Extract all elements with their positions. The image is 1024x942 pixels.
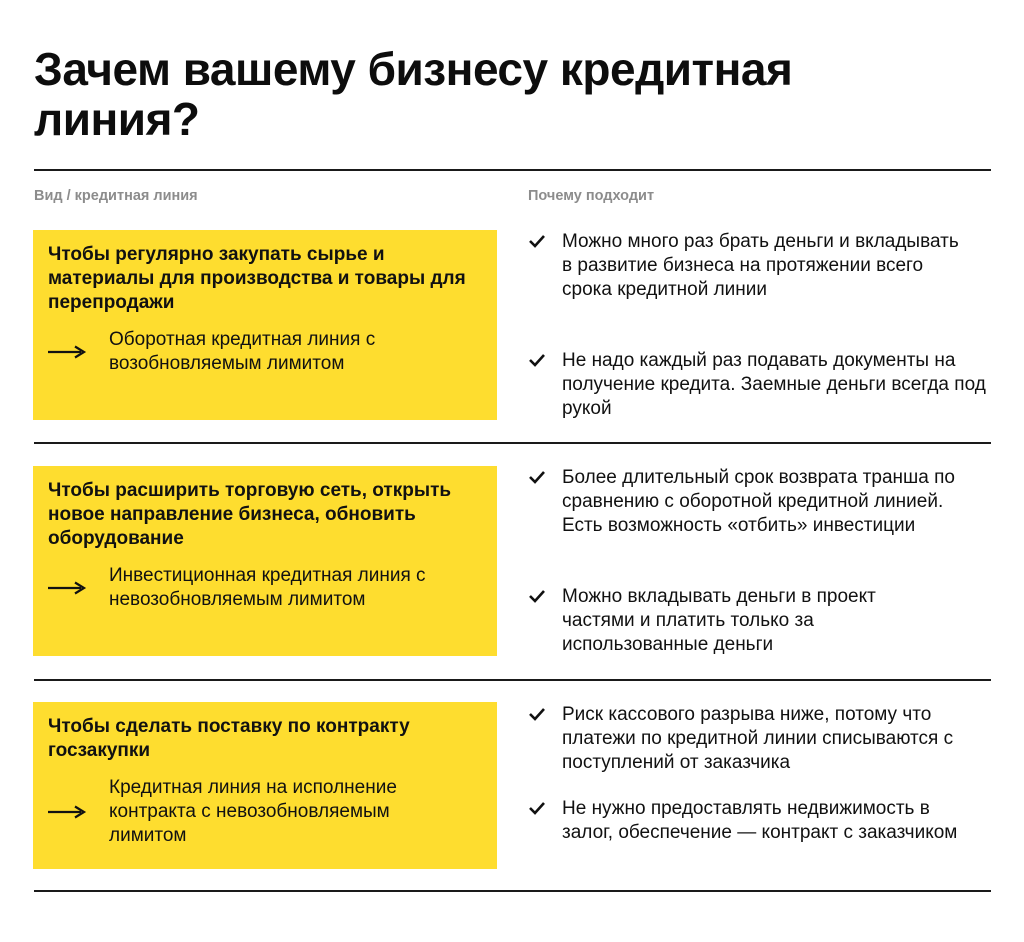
row-1-reason-1 (529, 230, 999, 302)
row-2-reason-1 (529, 466, 999, 538)
divider-row-1 (34, 442, 991, 444)
row-3-reason-2-text: Не нужно предоставлять недвижимость в залог, обеспечение — контракт с заказчиком (562, 798, 958, 843)
check-icon (529, 470, 545, 484)
column-header-type: Вид / кредитная линия (34, 188, 198, 204)
check-icon (529, 353, 545, 367)
row-2-reason-1-text: Более длительный срок возврата транша по сравнению с оборотной кредитной линией. Есть возможность «отбить» инвестиции (562, 467, 955, 536)
check-icon (529, 801, 545, 815)
check-icon (529, 234, 545, 248)
arrow-right-icon (48, 344, 88, 360)
arrow-right-icon (48, 580, 88, 596)
row-1-purpose: Чтобы регулярно закупать сырье и материалы для производства и товары для перепродажи (48, 244, 466, 313)
row-3-reason-2 (529, 797, 999, 845)
row-1-reason-2 (529, 349, 999, 421)
row-2-type-card (33, 466, 497, 656)
row-3-line-type-wrap (48, 776, 449, 848)
divider-bottom (34, 890, 991, 892)
row-1-line-type-wrap (48, 328, 399, 376)
row-1-reason-2-text: Не надо каждый раз подавать документы на получение кредита. Заемные деньги всегда под рукой (562, 350, 986, 419)
row-1-reason-1-text: Можно много раз брать деньги и вкладывать в развитие бизнеса на протяжении всего срока кредитной линии (562, 231, 959, 300)
row-2-line-type-wrap (48, 564, 469, 612)
row-1-line-type: Оборотная кредитная линия с возобновляемым лимитом (109, 329, 376, 374)
row-3-reason-1 (529, 703, 999, 775)
row-2-reason-2-text: Можно вкладывать деньги в проект частями и платить только за использованные деньги (562, 586, 876, 655)
check-icon (529, 589, 545, 603)
divider-top (34, 169, 991, 171)
row-3-line-type: Кредитная линия на исполнение контракта с невозобновляемым лимитом (109, 777, 397, 846)
row-3-purpose: Чтобы сделать поставку по контракту госзакупки (48, 716, 410, 761)
divider-row-2 (34, 679, 991, 681)
column-header-reason: Почему подходит (528, 188, 655, 204)
row-1-type-card (33, 230, 497, 420)
page-title: Зачем вашему бизнесу кредитная линия? (34, 43, 793, 145)
row-2-reason-2 (529, 585, 999, 657)
row-3-type-card (33, 702, 497, 869)
row-2-purpose: Чтобы расширить торговую сеть, открыть новое направление бизнеса, обновить оборудование (48, 480, 452, 549)
arrow-right-icon (48, 804, 88, 820)
row-2-line-type: Инвестиционная кредитная линия с невозобновляемым лимитом (109, 565, 426, 610)
check-icon (529, 707, 545, 721)
row-3-reason-1-text: Риск кассового разрыва ниже, потому что платежи по кредитной линии списываются с поступлений от заказчика (562, 704, 954, 773)
